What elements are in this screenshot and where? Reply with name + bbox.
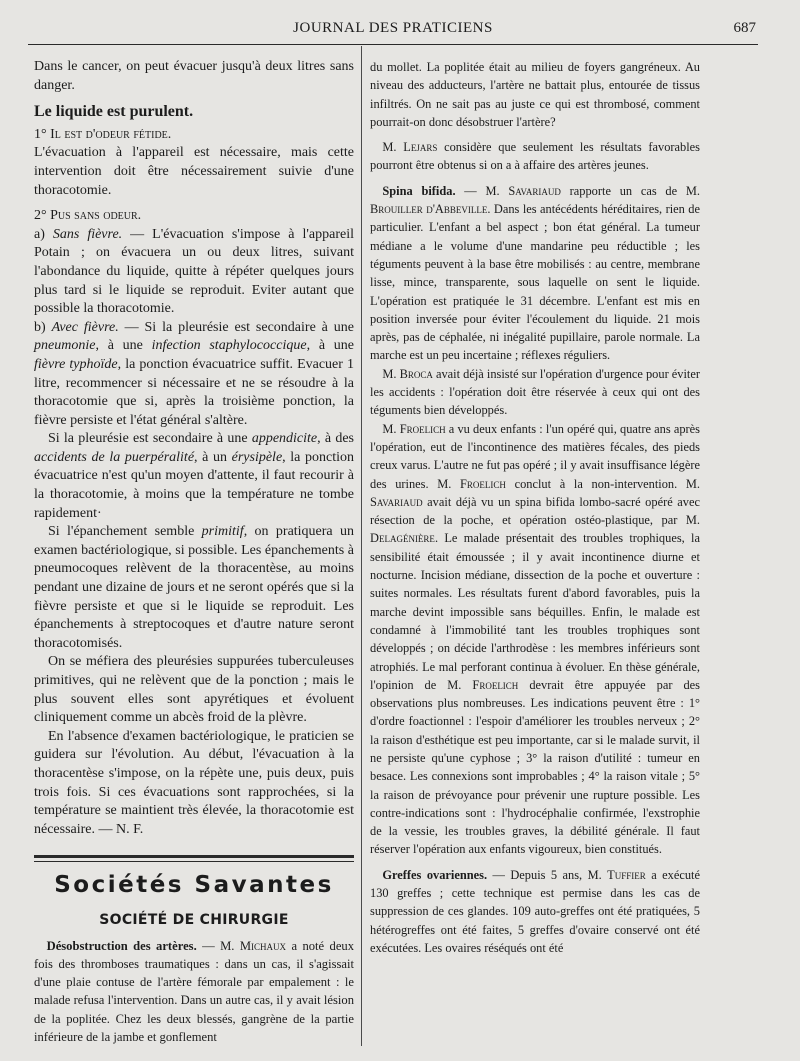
paragraph-mollet: du mollet. La poplitée était au milieu de foyers gangréneux. Au niveau des adducteurs, l'artère ne battait plus, entourée de tissus infiltrés. On ne sait pas au juste ce qui est thrombosé, comment pourrait-on donc désobstruer l'artère? — [370, 60, 700, 129]
left-column — [34, 58, 354, 1046]
running-header — [28, 18, 758, 45]
paragraph-greffes-ovariennes: Greffes ovariennes. — Depuis 5 ans, M. Tuffier a exécuté 130 greffes ; cette technique est permise dans les cas de suppression de ces glandes. 109 auto-greffes ont été pratiquées, 5 hétérogreffes ont été faites, 5 greffes d'ovaire conservé ont été exécutées. Les ovaires réséqués ont été — [370, 867, 700, 955]
subheading-sans-odeur: 2° Pus sans odeur. — [34, 208, 142, 224]
paragraph-cancer: Dans le cancer, on peut évacuer jusqu'à deux litres sans danger. — [34, 59, 354, 93]
paragraph-froelich: M. Froelich a vu deux enfants : l'un opéré qui, quatre ans après l'opération, eut de l'incontinence des matières fécales, des pieds creux varus. L'autre ne fut pas opéré ; il y avait insuffisance légère des urines. M. Froelich conclut à la non-intervention. M. Savariaud avait déjà vu un spina bifida lombo-sacré opéré avec résection de la poche, et opération ostéo-plastique, par M. Delagénière. Le malade présentait des troubles trophiques, la sensibilité était émoussée ; il y avait incontinence diurne et nocturne. Incision médiane, dissection de la poche et ouverture : suites normales. Les résultats furent d'abord favorables, puis la marche devint impossible sans béquilles. Enfin, le malade est condamné à l'immobilité tant les troubles trophiques sont développés ; on décide l'arthrodèse : les membres inférieurs sont atrophiés. Le mal perforant continua à évoluer. En thèse générale, l'opinion de M. Froelich devrait être appuyée par des observations plus nombreuses. Les indications peuvent être : 1° d'ordre foactionnel : l'espoir d'améliorer les troubles nerveux ; 2° la raison d'esthétique est peu importante, car si le malade survit, il ne persiste qu'une cyphose ; 3° la raison d'utilité : tumeur en besace. Les connexions sont improbables ; 4° la raison vitale ; 5° la raison de prévoyance pour prévenir une rupture possible. Les contre-indications sont : l'hydrocéphalie confirmée, l'exstrophie de la vessie, les troubles graves, la débilité générale. Il faut réserver l'opération aux enfants vigoureux, bien constitués. — [370, 421, 701, 857]
paragraph-primitif: Si l'épanchement semble primitif, on pratiquera un examen bactériologique, si possible. Les épanchements à pneumocoques relèvent de la thoracentèse, au moins pendant une dizaine de jours et ne seront opérés que si la fièvre persiste et que si le liquide se reproduit. Les épanchements à streptocoques et d'autre nature seront thoracotomisés. — [34, 524, 355, 651]
section-rule-thick — [34, 855, 354, 858]
paragraph-broca: M. Broca avait déjà insisté sur l'opération d'urgence pour éviter les accidents : l'opération doit être réservée à ceux qui ont des téguments bien développés. — [370, 366, 700, 418]
section-rule-thin — [34, 861, 354, 862]
column-divider — [361, 46, 362, 1046]
society-title-chirurgie: SOCIÉTÉ DE CHIRURGIE — [99, 911, 289, 928]
paragraph-spina-bifida: Spina bifida. — M. Savariaud rapporte un cas de M. Brouiller d'Abbeville. Dans les antécédents héréditaires, rien de particulier. L'enfant a bel aspect ; bon état général. La tumeur médiane a le volume d'une mandarine peu réductible ; les téguments peuvent à la base être mobilisés : au centre, membrane lisse, mince, transparente, sous laquelle on sent le liquide. L'opération est pratiquée le 31 décembre. L'enfant est mis en position inversée pour éviter l'écoulement du liquide. 21 mois après, pas de céphalée, ni inégalité pupillaire, parole normale. La marche est un peu incertaine ; réflexes réguliers. — [370, 183, 700, 363]
paragraph-desobstruction: Désobstruction des artères. — M. Michaux a noté deux fois des thromboses traumatiques : dans un cas, il s'agissait d'une plaie contuse de l'artère fémorale par empalement : le malade refusa l'intervention. Dans un autre cas, il y avait lésion de la poplitée. Chez les deux blessés, gangrène de la partie inférieure de la jambe et gonflement — [34, 938, 355, 1045]
paragraph-sans-fievre: a) Sans fièvre. — L'évacuation s'impose à l'appareil Potain ; on évacuera un ou deux litres, suivant l'abondance du liquide, quitte à répéter quelques jours plus tard si le liquide se reproduit. Eviter autant que possible la thoracotomie. — [34, 226, 354, 317]
paragraph-lejars: M. Lejars considère que seulement les résultats favorables pourront être obtenus si on a à affaire des artères jeunes. — [370, 140, 701, 173]
section-title-societes-savantes: Sociétés Savantes — [54, 872, 334, 899]
paragraph-evolution: En l'absence d'examen bactériologique, le praticien se guidera sur l'évolution. Au début, l'évacuation à la thoracentèse s'impose, on la répète une, puis deux, puis trois fois. Si ces évacuations sont rapprochées, si la température se maintient très élevée, la thoracotomie est nécessaire. — N. F. — [34, 728, 354, 837]
paragraph-fetide: L'évacuation à l'appareil est nécessaire, mais cette intervention doit être nécessairement suivie d'une thoracotomie. — [34, 145, 354, 198]
paragraph-avec-fievre: b) Avec fièvre. — Si la pleurésie est secondaire à une pneumonie, à une infection staphylococcique, à une fièvre typhoïde, la ponction évacuatrice suffit. Evacuer 1 litre, recommencer si nécessaire et ne se résoudre à la thoracotomie que si, après la troisième ponction, la fièvre persiste et l'état général s'altère. — [34, 319, 354, 428]
subheading-odeur-fetide: 1° Il est d'odeur fétide. — [34, 126, 172, 142]
journal-title: JOURNAL DES PRATICIENS — [293, 20, 493, 36]
right-column — [370, 58, 700, 957]
paragraph-tuberculeuses: On se méfiera des pleurésies suppurées tuberculeuses primitives, qui ne relèvent que de la ponction ; mais le plus souvent elles sont apyrétiques et évoluent cliniquement comme un abcès froid de la plèvre. — [34, 654, 354, 726]
page-number: 687 — [733, 20, 756, 36]
heading-liquide-purulent: Le liquide est purulent. — [34, 103, 194, 121]
paragraph-appendicite: Si la pleurésie est secondaire à une appendicite, à des accidents de la puerpéralité, à un érysipèle, la ponction évacuatrice n'est qu'un moyen d'attente, il faut recourir à la thoracotomie, à moins que la température ne tombe rapidement· — [34, 431, 354, 521]
